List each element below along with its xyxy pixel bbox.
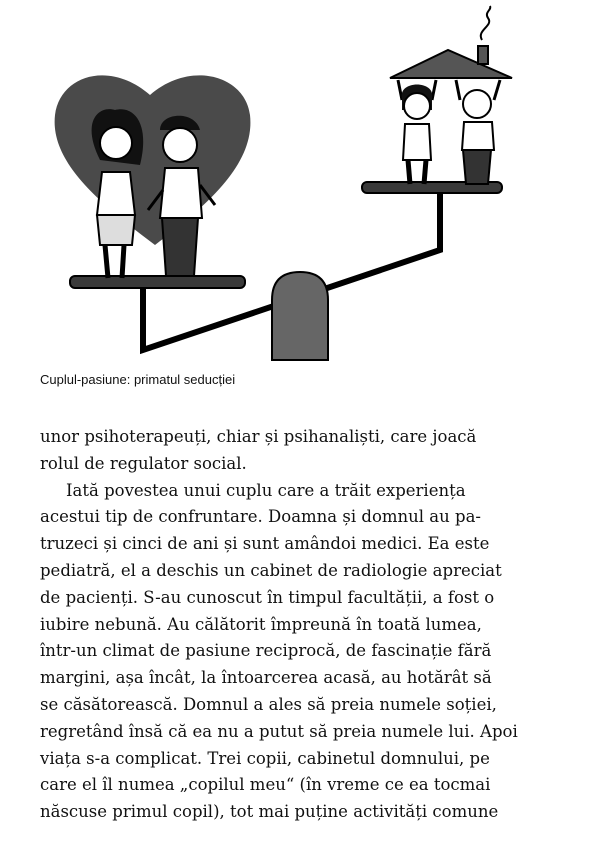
household-man-figure	[456, 80, 500, 184]
text-line: se căsătorească. Domnul a ales să preia numele soției,	[40, 694, 497, 714]
house-roof	[390, 6, 512, 78]
text-line: unor psihoterapeuți, chiar și psihanaliști, care joacă	[40, 427, 477, 446]
text-line: margini, așa încât, la întoarcerea acasă, au hotărât să	[40, 668, 492, 688]
text-line: născuse primul copil), tot mai puține activități comune	[40, 802, 499, 822]
text-line: viața s-a complicat. Trei copii, cabinetul domnului, pe	[40, 748, 490, 768]
text-line: care el îl numea „copilul meu“ (în vreme ce ea tocmai	[40, 775, 491, 795]
body-text	[40, 424, 550, 826]
figure-caption: Cuplul-pasiune: primatul seducției	[40, 372, 236, 387]
seesaw-illustration	[0, 0, 600, 370]
text-line: într-un climat de pasiune reciprocă, de fascinație fără	[40, 641, 492, 661]
text-line: truzeci și cinci de ani și sunt amândoi medici. Ea este	[40, 534, 490, 554]
left-plank	[70, 276, 245, 288]
text-line: de pacienți. S-au cunoscut în timpul facultății, a fost o	[40, 587, 495, 607]
text-line: rolul de regulator social.	[40, 453, 247, 473]
heart-shape	[55, 75, 251, 245]
text-line: acestui tip de confruntare. Doamna și domnul au pa-	[40, 507, 481, 527]
text-line: regretând însă că ea nu a putut să preia numele lui. Apoi	[40, 721, 518, 741]
text-line: pediatră, el a deschis un cabinet de radiologie apreciat	[40, 560, 502, 580]
paragraph-1	[40, 424, 550, 478]
fulcrum	[272, 272, 328, 360]
text-line: Iată povestea unui cuplu care a trăit experiența	[66, 480, 466, 500]
text-line: iubire nebună. Au călătorit împreună în toată lumea,	[40, 614, 482, 634]
household-woman-figure	[398, 80, 436, 184]
paragraph-2	[40, 478, 550, 826]
